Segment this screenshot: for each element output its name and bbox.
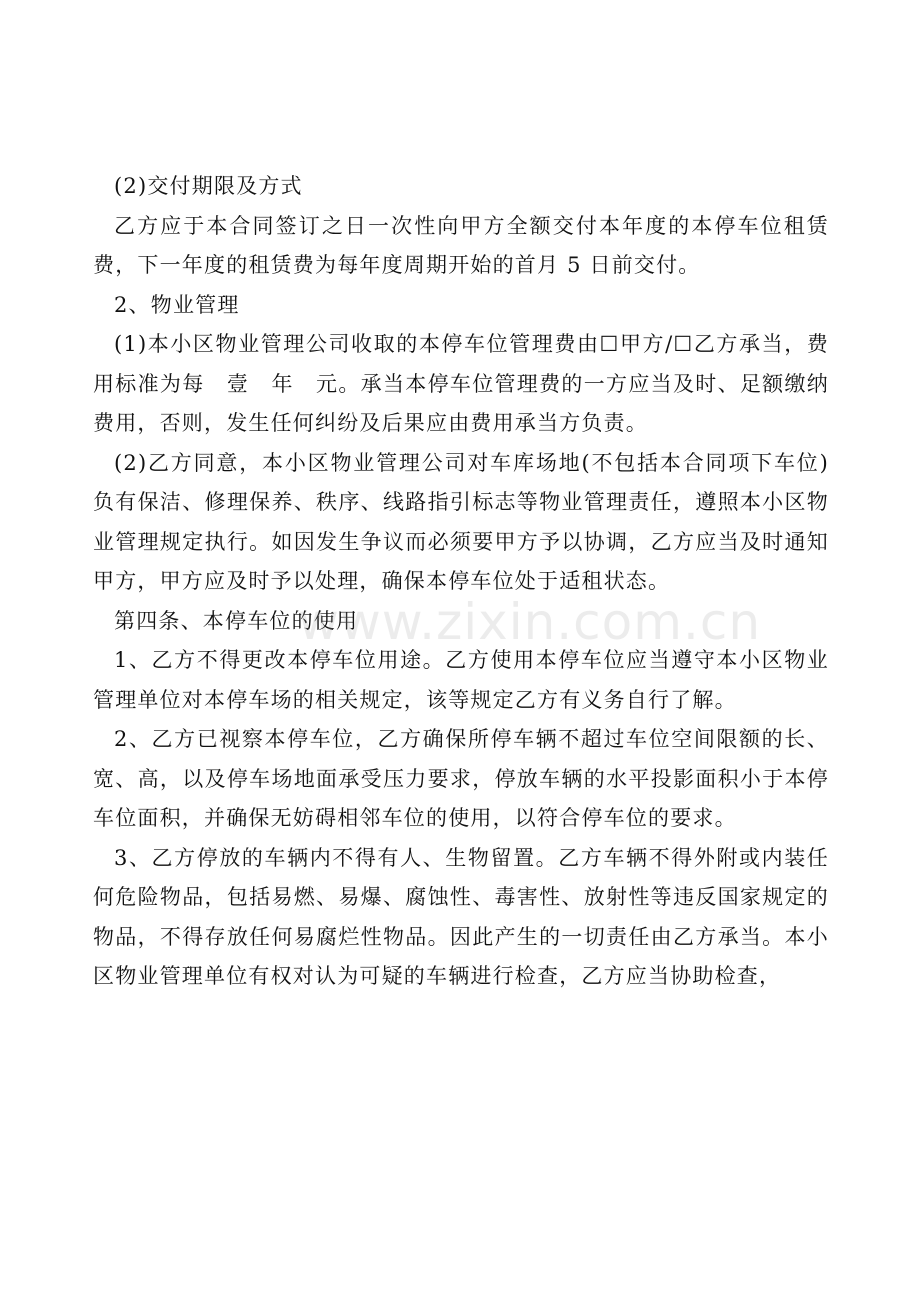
- paragraph-article-four-heading: 第四条、本停车位的使用: [114, 608, 359, 633]
- paragraph-delivery-terms: 乙方应于本合同签订之日一次性向甲方全额交付本年度的本停车位租赁费，下一年度的租赁费为每年度周期开始的首月 5 日前交付。: [93, 213, 829, 277]
- document-body: [93, 167, 829, 997]
- paragraph-usage-rule-1: 1、乙方不得更改本停车位用途。乙方使用本停车位应当遵守本小区物业管理单位对本停车场的相关规定，该等规定乙方有义务自行了解。: [93, 648, 829, 712]
- watermark: www.zixin.com.cn: [298, 593, 762, 651]
- paragraph-usage-rule-2: 2、乙方已视察本停车位，乙方确保所停车辆不超过车位空间限额的长、宽、高，以及停车场地面承受压力要求，停放车辆的水平投影面积小于本停车位面积，并确保无妨碍相邻车位的使用，以符合停车位的要求。: [93, 727, 829, 830]
- paragraph-delivery-heading: (2)交付期限及方式: [114, 174, 303, 198]
- paragraph-management-duties: (2)乙方同意，本小区物业管理公司对车库场地(不包括本合同项下车位)负有保洁、修理保养、秩序、线路指引标志等物业管理责任，遵照本小区物业管理规定执行。如因发生争议而必须要甲方予以协调，乙方应当及时通知甲方，甲方应及时予以处理，确保本停车位处于适租状态。: [93, 450, 829, 593]
- paragraph-property-heading: 2、物业管理: [114, 292, 240, 317]
- paragraph-usage-rule-3: 3、乙方停放的车辆内不得有人、生物留置。乙方车辆不得外附或内装任何危险物品，包括易燃、易爆、腐蚀性、毒害性、放射性等违反国家规定的物品，不得存放任何易腐烂性物品。因此产生的一切责任由乙方承当。本小区物业管理单位有权对认为可疑的车辆进行检查，乙方应当协助检查，: [93, 845, 829, 988]
- paragraph-management-fee: (1)本小区物业管理公司收取的本停车位管理费由☐甲方/☐乙方承当，费用标准为每 壹 年 元。承当本停车位管理费的一方应当及时、足额缴纳费用，否则，发生任何纠纷及后果应由费用承当方负责。: [93, 332, 829, 435]
